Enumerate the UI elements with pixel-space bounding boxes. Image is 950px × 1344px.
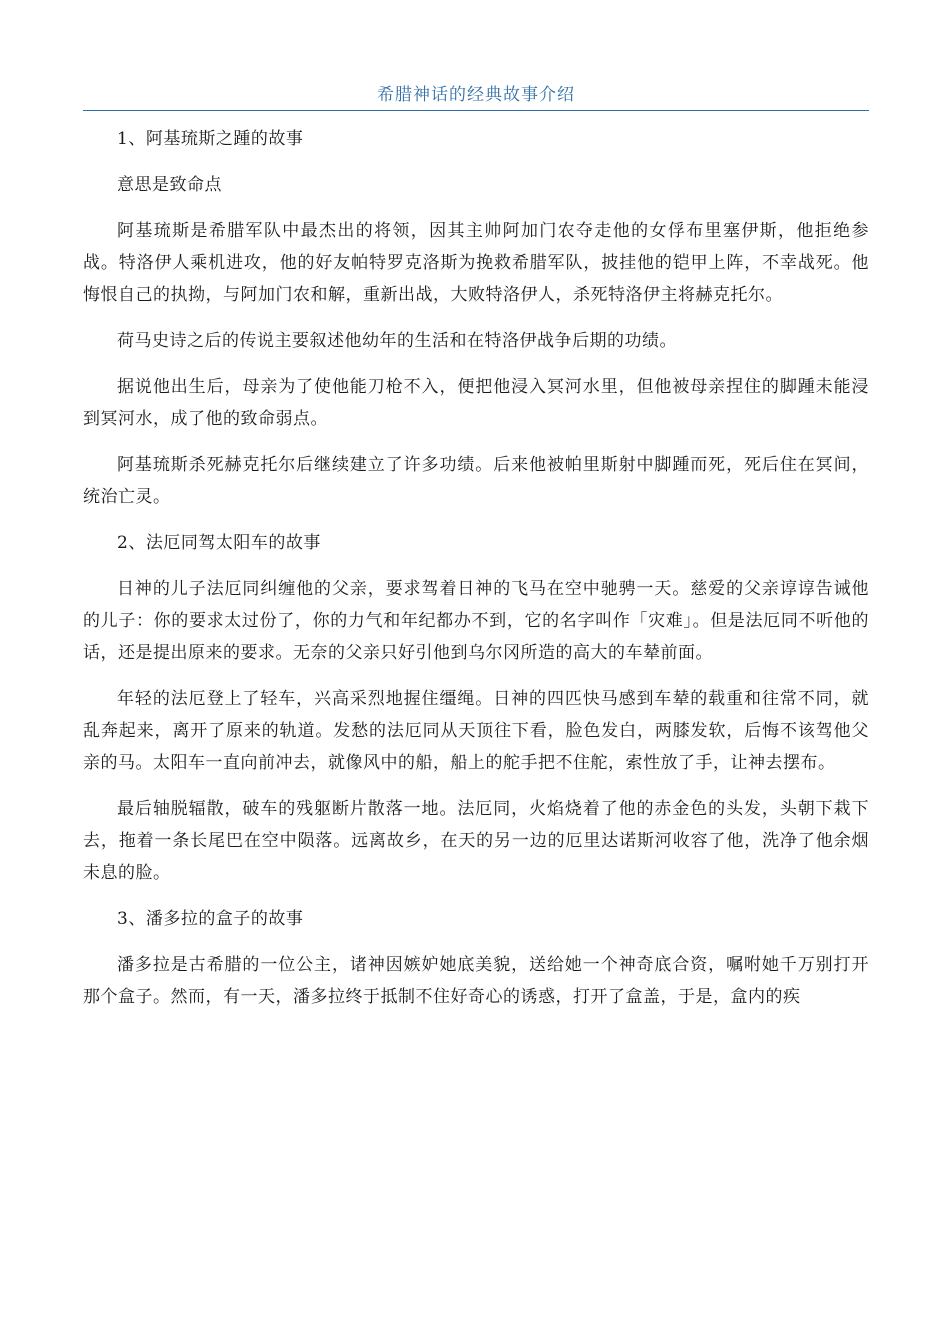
paragraph: 阿基琉斯杀死赫克托尔后继续建立了许多功绩。后来他被帕里斯射中脚踵而死，死后住在冥间，统治亡灵。 [83, 455, 869, 507]
document-body [83, 123, 869, 1027]
section-heading-2: 2、法厄同驾太阳车的故事 [117, 533, 321, 553]
section-heading-1: 1、阿基琉斯之踵的故事 [117, 129, 304, 149]
paragraph: 最后轴脱辐散，破车的残躯断片散落一地。法厄同，火焰烧着了他的赤金色的头发，头朝下栽下去，拖着一条长尾巴在空中陨落。远离故乡，在天的另一边的厄里达诺斯河收容了他，洗净了他余烟未息的脸。 [83, 799, 869, 883]
paragraph: 年轻的法厄登上了轻车，兴高采烈地握住缰绳。日神的四匹快马感到车辇的载重和往常不同，就乱奔起来，离开了原来的轨道。发愁的法厄同从天顶往下看，脸色发白，两膝发软，后悔不该驾他父亲的马。太阳车一直向前冲去，就像风中的船，船上的舵手把不住舵，索性放了手，让神去摆布。 [83, 689, 869, 773]
paragraph: 潘多拉是古希腊的一位公主，诸神因嫉妒她底美貌，送给她一个神奇底合资，嘱咐她千万别打开那个盒子。然而，有一天，潘多拉终于抵制不住好奇心的诱惑，打开了盒盖，于是，盒内的疾 [83, 955, 869, 1007]
paragraph: 意思是致命点 [117, 175, 222, 195]
document-title: 希腊神话的经典故事介绍 [377, 85, 575, 105]
section-heading-3: 3、潘多拉的盒子的故事 [117, 909, 304, 929]
page-header [83, 82, 869, 111]
paragraph: 荷马史诗之后的传说主要叙述他幼年的生活和在特洛伊战争后期的功绩。 [117, 331, 677, 351]
paragraph: 阿基琉斯是希腊军队中最杰出的将领，因其主帅阿加门农夺走他的女俘布里塞伊斯，他拒绝参战。特洛伊人乘机进攻，他的好友帕特罗克洛斯为挽救希腊军队，披挂他的铠甲上阵，不幸战死。他悔恨自己的执拗，与阿加门农和解，重新出战，大败特洛伊人，杀死特洛伊主将赫克托尔。 [83, 221, 869, 305]
paragraph: 日神的儿子法厄同纠缠他的父亲，要求驾着日神的飞马在空中驰骋一天。慈爱的父亲谆谆告诫他的儿子：你的要求太过份了，你的力气和年纪都办不到，它的名字叫作「灾难」。但是法厄同不听他的话，还是提出原来的要求。无奈的父亲只好引他到乌尔冈所造的高大的车辇前面。 [83, 579, 869, 663]
paragraph: 据说他出生后，母亲为了使他能刀枪不入，便把他浸入冥河水里，但他被母亲捏住的脚踵未能浸到冥河水，成了他的致命弱点。 [83, 377, 869, 429]
